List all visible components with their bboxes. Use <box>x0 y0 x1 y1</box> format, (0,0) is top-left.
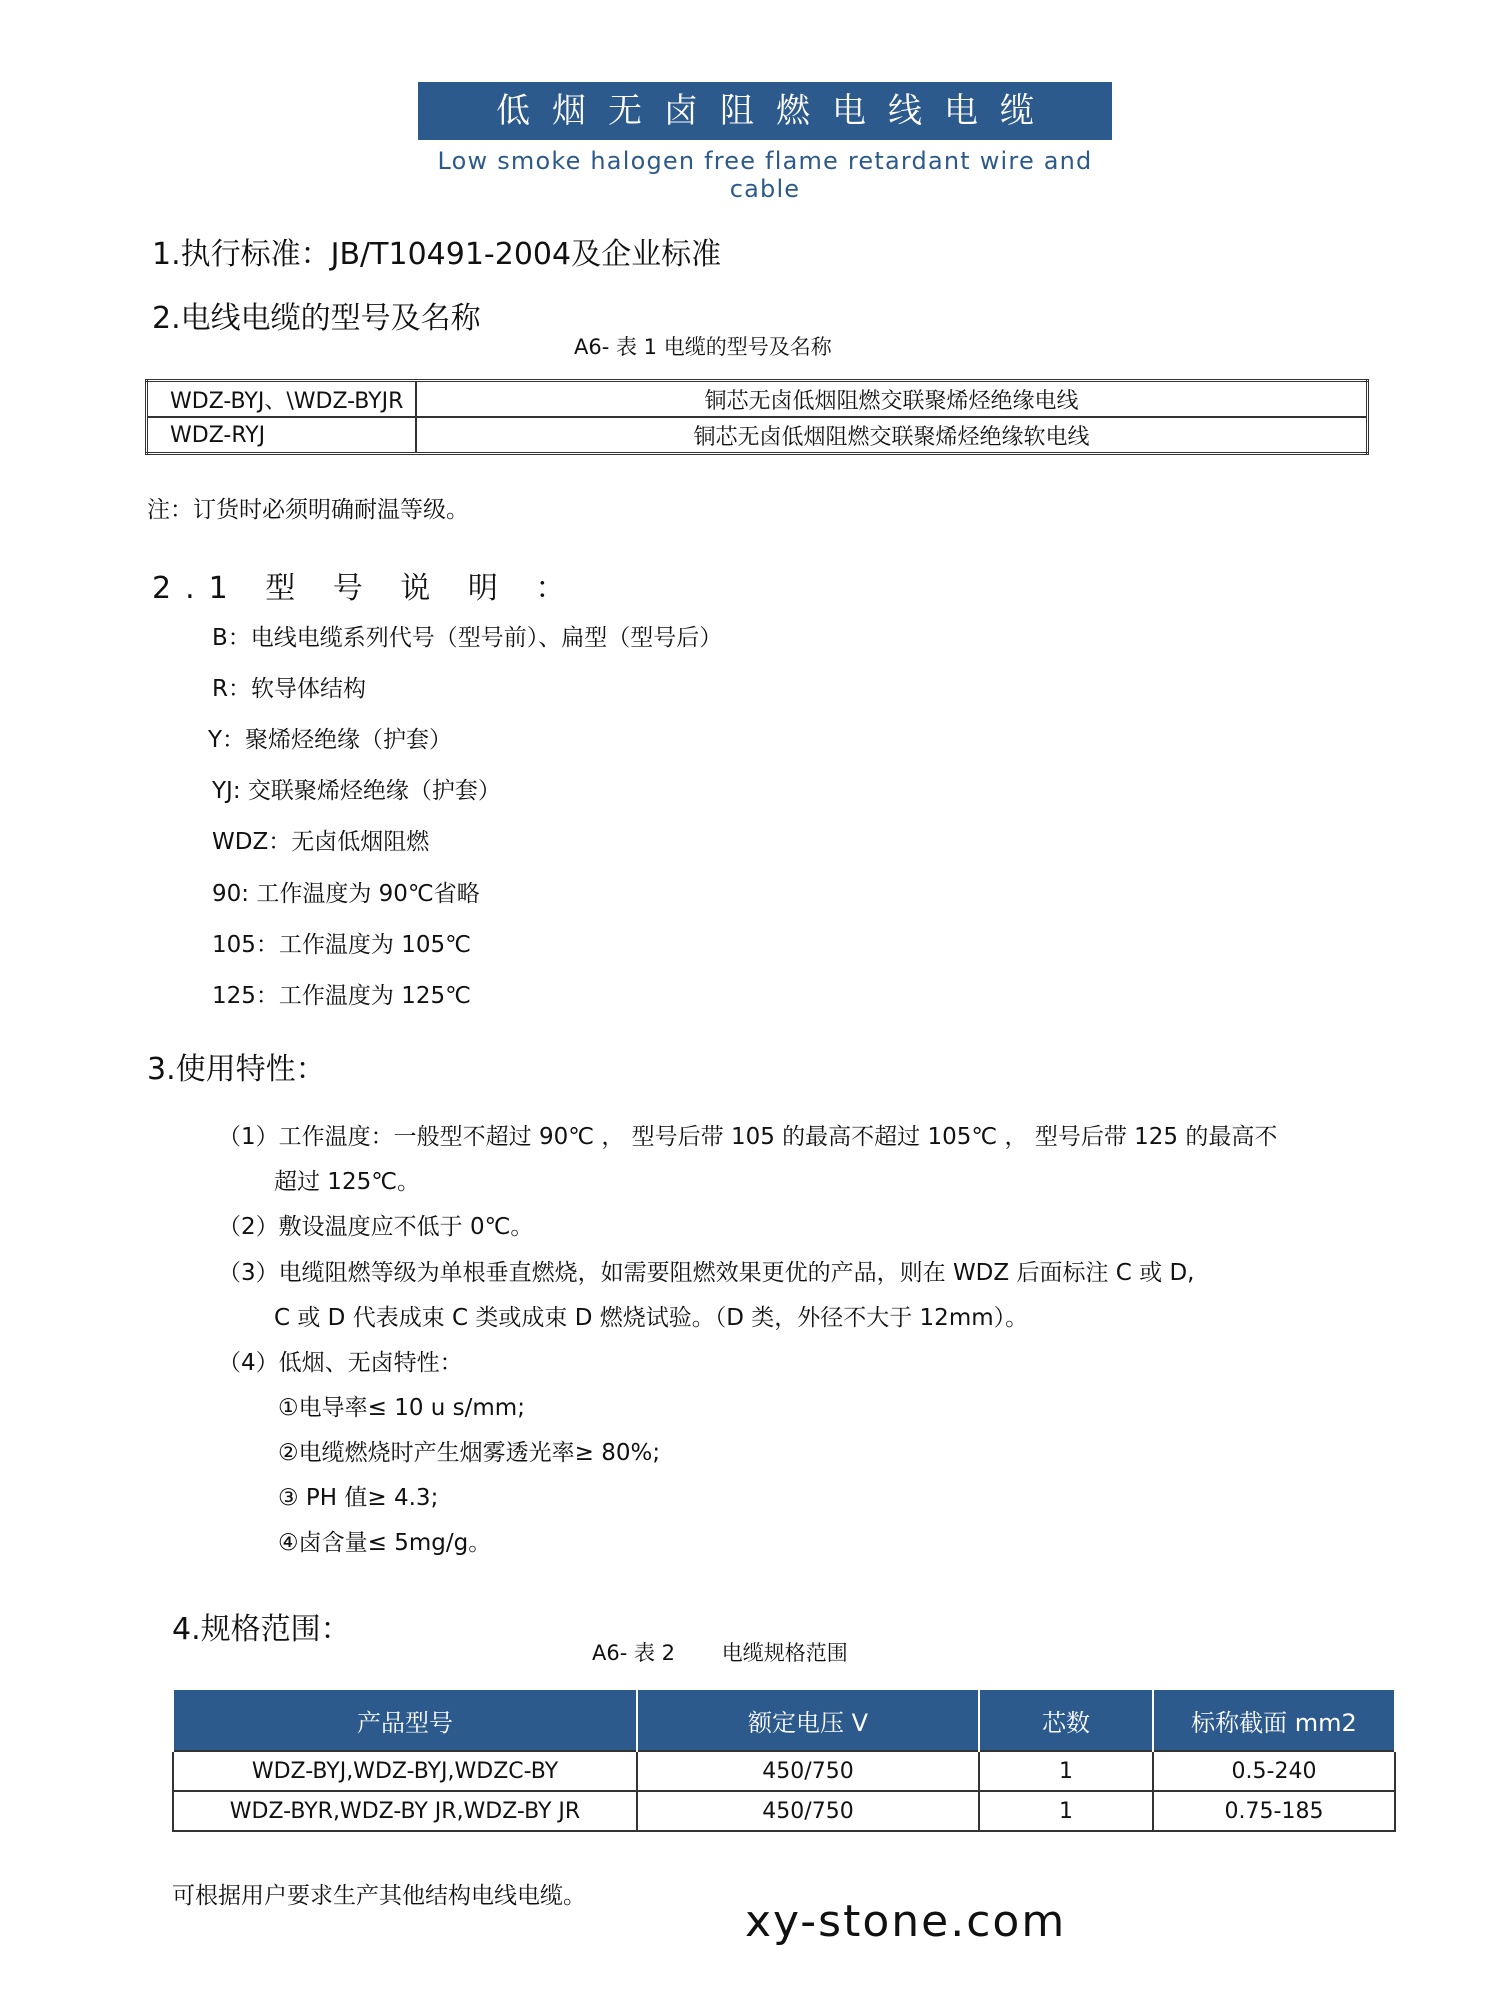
section-2-1-heading: 2.1 型 号 说 明 ： <box>152 571 580 606</box>
column-header: 标称截面 mm2 <box>1153 1689 1395 1751</box>
table-row <box>173 1751 1395 1791</box>
property-subitem: ③ PH 值≥ 4.3; <box>278 1485 439 1511</box>
definition-item: 125：工作温度为 125℃ <box>212 983 471 1009</box>
definition-item: WDZ：无卤低烟阻燃 <box>212 829 430 855</box>
table-cell: 0.75-185 <box>1153 1791 1395 1831</box>
order-note: 注：订货时必须明确耐温等级。 <box>147 497 469 523</box>
section-4-heading: 4.规格范围： <box>172 1612 351 1647</box>
column-header: 额定电压 V <box>637 1689 979 1751</box>
name-cell: 铜芯无卤低烟阻燃交联聚烯烃绝缘软电线 <box>416 417 1368 454</box>
page-subtitle: Low smoke halogen free flame retardant wire and cable <box>437 147 1093 203</box>
property-paragraph: （4）低烟、无卤特性： <box>218 1350 463 1376</box>
table-row <box>147 381 1368 418</box>
property-paragraph: （2）敷设温度应不低于 0℃。 <box>218 1214 534 1240</box>
spec-range-table <box>172 1688 1396 1832</box>
property-paragraph: （1）工作温度：一般型不超过 90℃ ， 型号后带 105 的最高不超过 105℃ ， 型号后带 125 的最高不 <box>218 1124 1278 1150</box>
table-2-caption: A6- 表 2 电缆规格范围 <box>592 1641 848 1665</box>
table-cell: 0.5-240 <box>1153 1751 1395 1791</box>
model-cell: WDZ-BYJ、\WDZ-BYJR <box>147 381 417 418</box>
name-cell: 铜芯无卤低烟阻燃交联聚烯烃绝缘电线 <box>416 381 1368 418</box>
definition-item: YJ: 交联聚烯烃绝缘（护套） <box>212 778 501 804</box>
table-cell: 450/750 <box>637 1751 979 1791</box>
property-subitem: ②电缆燃烧时产生烟雾透光率≥ 80%; <box>278 1440 661 1466</box>
section-2-heading: 2.电线电缆的型号及名称 <box>152 301 481 336</box>
table-header-row <box>173 1689 1395 1751</box>
section-3-heading: 3.使用特性： <box>147 1052 326 1087</box>
model-cell: WDZ-RYJ <box>147 417 417 454</box>
property-subitem: ①电导率≤ 10 u s/mm; <box>278 1395 525 1421</box>
table-row <box>173 1791 1395 1831</box>
footer-url: xy-stone.com <box>745 1896 1067 1947</box>
definition-item: 90: 工作温度为 90℃省略 <box>212 881 480 907</box>
table-cell: WDZ-BYJ,WDZ-BYJ,WDZC-BY <box>173 1751 637 1791</box>
property-paragraph: C 或 D 代表成束 C 类或成束 D 燃烧试验。（D 类，外径不大于 12mm）。 <box>274 1305 1029 1331</box>
definition-item: R：软导体结构 <box>212 676 366 702</box>
section-1-heading: 1.执行标准：JB/T10491-2004及企业标准 <box>152 237 722 272</box>
page-title: 低烟无卤阻燃电线电缆 <box>496 91 1056 131</box>
table-cell: 1 <box>979 1791 1153 1831</box>
table-1-caption: A6- 表 1 电缆的型号及名称 <box>574 335 832 359</box>
property-paragraph: （3）电缆阻燃等级为单根垂直燃烧，如需要阻燃效果更优的产品，则在 WDZ 后面标注 C 或 D, <box>218 1260 1195 1286</box>
property-paragraph: 超过 125℃。 <box>274 1169 421 1195</box>
property-subitem: ④卤含量≤ 5mg/g。 <box>278 1530 492 1556</box>
table-cell: 450/750 <box>637 1791 979 1831</box>
custom-production-note: 可根据用户要求生产其他结构电线电缆。 <box>172 1883 586 1909</box>
title-banner <box>418 82 1112 140</box>
definition-item: 105：工作温度为 105℃ <box>212 932 471 958</box>
definition-item: Y：聚烯烃绝缘（护套） <box>208 727 453 753</box>
column-header: 芯数 <box>979 1689 1153 1751</box>
model-name-table <box>145 379 1369 455</box>
definition-item: B：电线电缆系列代号（型号前）、扁型（型号后） <box>212 625 723 651</box>
table-cell: 1 <box>979 1751 1153 1791</box>
column-header: 产品型号 <box>173 1689 637 1751</box>
table-row <box>147 417 1368 454</box>
table-cell: WDZ-BYR,WDZ-BY JR,WDZ-BY JR <box>173 1791 637 1831</box>
